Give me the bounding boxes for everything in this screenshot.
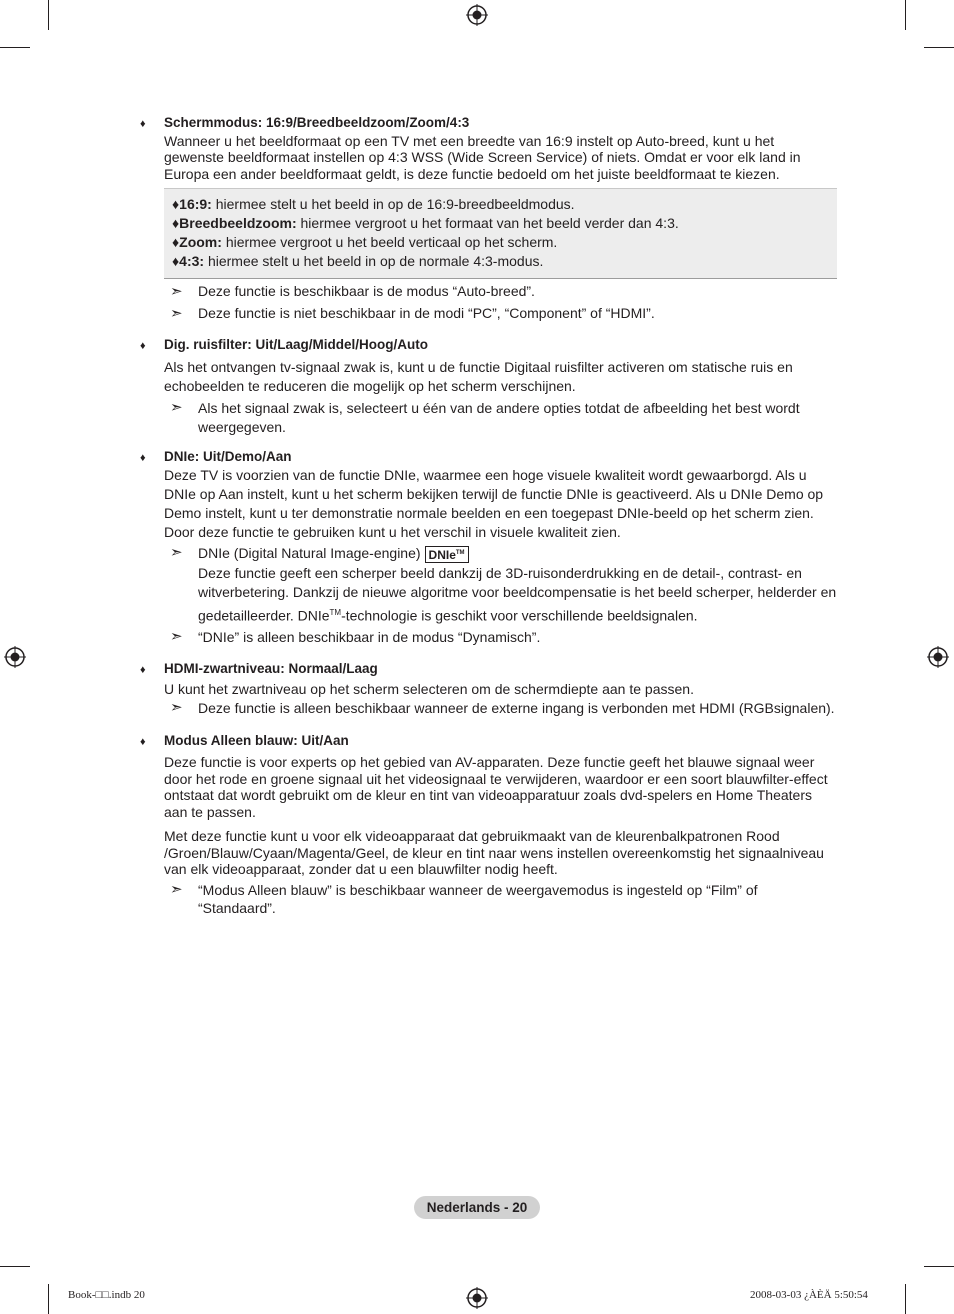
section-body [140, 754, 837, 878]
registration-mark-icon [466, 1287, 488, 1309]
option-desc: hiermee stelt u het beeld in op de 16:9-breedbeeldmodus. [215, 196, 575, 212]
note [140, 699, 837, 719]
note-arrow-icon: ➣ [170, 283, 183, 300]
section-body [140, 133, 837, 183]
section-ruisfilter [140, 337, 837, 438]
crop-mark [924, 1266, 954, 1267]
note-text: “DNIe” is alleen beschikbaar in de modus “Dynamisch”. [198, 628, 541, 645]
diamond-bullet-icon: ♦ [140, 664, 146, 677]
option-term: Breedbeeldzoom: [179, 215, 297, 231]
section-dnie [140, 449, 837, 648]
diamond-bullet-icon: ♦ [172, 215, 180, 231]
diamond-bullet-icon: ♦ [172, 234, 180, 250]
option-term: 16:9: [179, 196, 212, 212]
note [140, 305, 837, 323]
section-hdmi-zwartniveau [140, 661, 837, 719]
paragraph: Wanneer u het beeldformaat op een TV met een breedte van 16:9 instelt op Auto-breed, kunt u het gewenste beeldformaat instellen op 4:3 WSS (Wide Screen Service) of niets. Omdat er voor elk land in Europa een ander beeldformaat geldt, is deze functie bedoeld om het juiste beeldformaat te kiezen. [164, 132, 801, 182]
heading-text: DNIe: Uit/Demo/Aan [164, 448, 292, 464]
note [140, 399, 837, 438]
section-body [140, 466, 837, 542]
note-text: Deze functie is niet beschikbaar in de modi “PC”, “Component” of “HDMI”. [198, 305, 655, 321]
option-term: Zoom: [179, 234, 222, 250]
option-row [172, 233, 829, 252]
section-heading [140, 337, 837, 355]
crop-mark [0, 1266, 30, 1267]
diamond-bullet-icon: ♦ [172, 253, 180, 269]
note-arrow-icon: ➣ [170, 544, 183, 561]
section-heading [140, 661, 837, 679]
section-heading [140, 449, 837, 467]
section-heading [140, 733, 837, 751]
option-box [164, 188, 837, 279]
note-text [198, 544, 837, 626]
diamond-bullet-icon: ♦ [140, 735, 146, 748]
option-desc: hiermee vergroot u het beeld verticaal op het scherm. [225, 234, 558, 250]
page-number-badge: Nederlands - 20 [414, 1196, 540, 1219]
trademark: TM [329, 607, 342, 617]
registration-mark-icon [927, 646, 949, 668]
diamond-bullet-icon: ♦ [140, 340, 146, 352]
footer-file-info: Book-□□.indb 20 [68, 1289, 145, 1301]
heading-text: Modus Alleen blauw: Uit/Aan [164, 732, 349, 748]
diamond-bullet-icon: ♦ [172, 196, 180, 212]
section-body [140, 358, 837, 397]
paragraph: Met deze functie kunt u voor elk videoapparaat dat gebruikmaakt van de kleurenbalkpatronen Rood /Groen/Blauw/Cyaan/Magenta/Geel, de kleur en tint naar wens instellen overeenkomstig het signaalniveau van elk videoapparaat, zonder dat u een blauwfilter nodig heeft. [164, 828, 824, 878]
crop-mark [48, 0, 49, 30]
heading-text: Dig. ruisfilter: Uit/Laag/Middel/Hoog/Auto [164, 337, 428, 352]
paragraph: U kunt het zwartniveau op het scherm selecteren om de schermdiepte aan te passen. [164, 680, 694, 697]
note-body: -technologie is geschikt voor verschillende beeldsignalen. [341, 607, 698, 624]
crop-mark [48, 1284, 49, 1314]
note [140, 628, 837, 648]
registration-mark-icon [466, 4, 488, 26]
dnie-logo: DNIe™ [425, 546, 469, 563]
option-row [172, 214, 829, 233]
registration-mark-icon [4, 646, 26, 668]
crop-mark [905, 0, 906, 30]
note-text: Deze functie is beschikbaar is de modus “Auto-breed”. [198, 283, 535, 299]
section-body [140, 681, 837, 698]
note-text: Deze functie is alleen beschikbaar wanneer de externe ingang is verbonden met HDMI (RGBsignalen). [198, 700, 835, 717]
option-term: 4:3: [179, 253, 205, 269]
note-arrow-icon: ➣ [170, 305, 183, 322]
note-arrow-icon: ➣ [170, 880, 183, 898]
option-desc: hiermee vergroot u het formaat van het beeld verder dan 4:3. [300, 215, 679, 231]
option-row [172, 195, 829, 214]
note-line: DNIe (Digital Natural Image-engine) [198, 545, 421, 561]
note-text: “Modus Alleen blauw” is beschikbaar wanneer de weergavemodus is ingesteld op “Film” of “Standaard”. [198, 881, 758, 916]
diamond-bullet-icon: ♦ [140, 451, 146, 464]
paragraph: Deze functie is voor experts op het gebied van AV-apparaten. Deze functie geeft het blauwe signaal weer door het rode en groene signaal uit het videosignaal te verwijderen, waardoor er een soort blauwfilter-effect ontstaat dat wordt gebruikt om de kleur en tint van videoapparatuur zoals dvd-spelers en Home Theaters aan te passen. [164, 754, 828, 820]
option-row [172, 252, 829, 271]
section-heading [140, 115, 837, 133]
crop-mark [924, 47, 954, 48]
note-arrow-icon: ➣ [170, 627, 183, 645]
note-arrow-icon: ➣ [170, 699, 183, 717]
section-alleen-blauw [140, 733, 837, 917]
note [140, 881, 837, 917]
note-arrow-icon: ➣ [170, 398, 183, 416]
heading-text: Schermmodus: 16:9/Breedbeeldzoom/Zoom/4:3 [164, 115, 470, 130]
heading-text: HDMI-zwartniveau: Normaal/Laag [164, 661, 378, 677]
paragraph: Als het ontvangen tv-signaal zwak is, kunt u de functie Digitaal ruisfilter activeren om statische ruis en echobeelden te reduceren die mogelijk op het scherm verschijnen. [164, 358, 793, 394]
note [140, 283, 837, 301]
diamond-bullet-icon: ♦ [140, 118, 146, 130]
crop-mark [905, 1284, 906, 1314]
page-content [140, 115, 837, 928]
section-schermmodus [140, 115, 837, 323]
crop-mark [0, 47, 30, 48]
note-text: Als het signaal zwak is, selecteert u één van de andere opties totdat de afbeelding het best wordt weergegeven. [198, 399, 800, 435]
footer-timestamp: 2008-03-03 ¿ÀÈÄ 5:50:54 [750, 1289, 868, 1301]
note-body: Deze functie geeft een scherper beeld dankzij de 3D-ruisonderdrukking en de detail-, contrast- en witverbetering. Dankzij de nieuwe algoritme voor beeldcompensatie is het beeld scherper, helderder en gedetailleerder. DNIe [198, 564, 837, 624]
option-desc: hiermee stelt u het beeld in op de normale 4:3-modus. [207, 253, 544, 269]
paragraph: Deze TV is voorzien van de functie DNIe, waarmee een hoge visuele kwaliteit wordt gewaarborgd. Als u DNIe op Aan instelt, kunt u het scherm bekijken terwijl de functie DNIe is geactiveerd. Als u DNIe Demo op Demo instelt, kunt u ter demonstratie normale beelden en een toegepast DNIe-beeld op het scherm zien. Door deze functie te gebruiken kunt u het verschil in visuele kwaliteit zien. [164, 467, 824, 540]
note [140, 544, 837, 626]
